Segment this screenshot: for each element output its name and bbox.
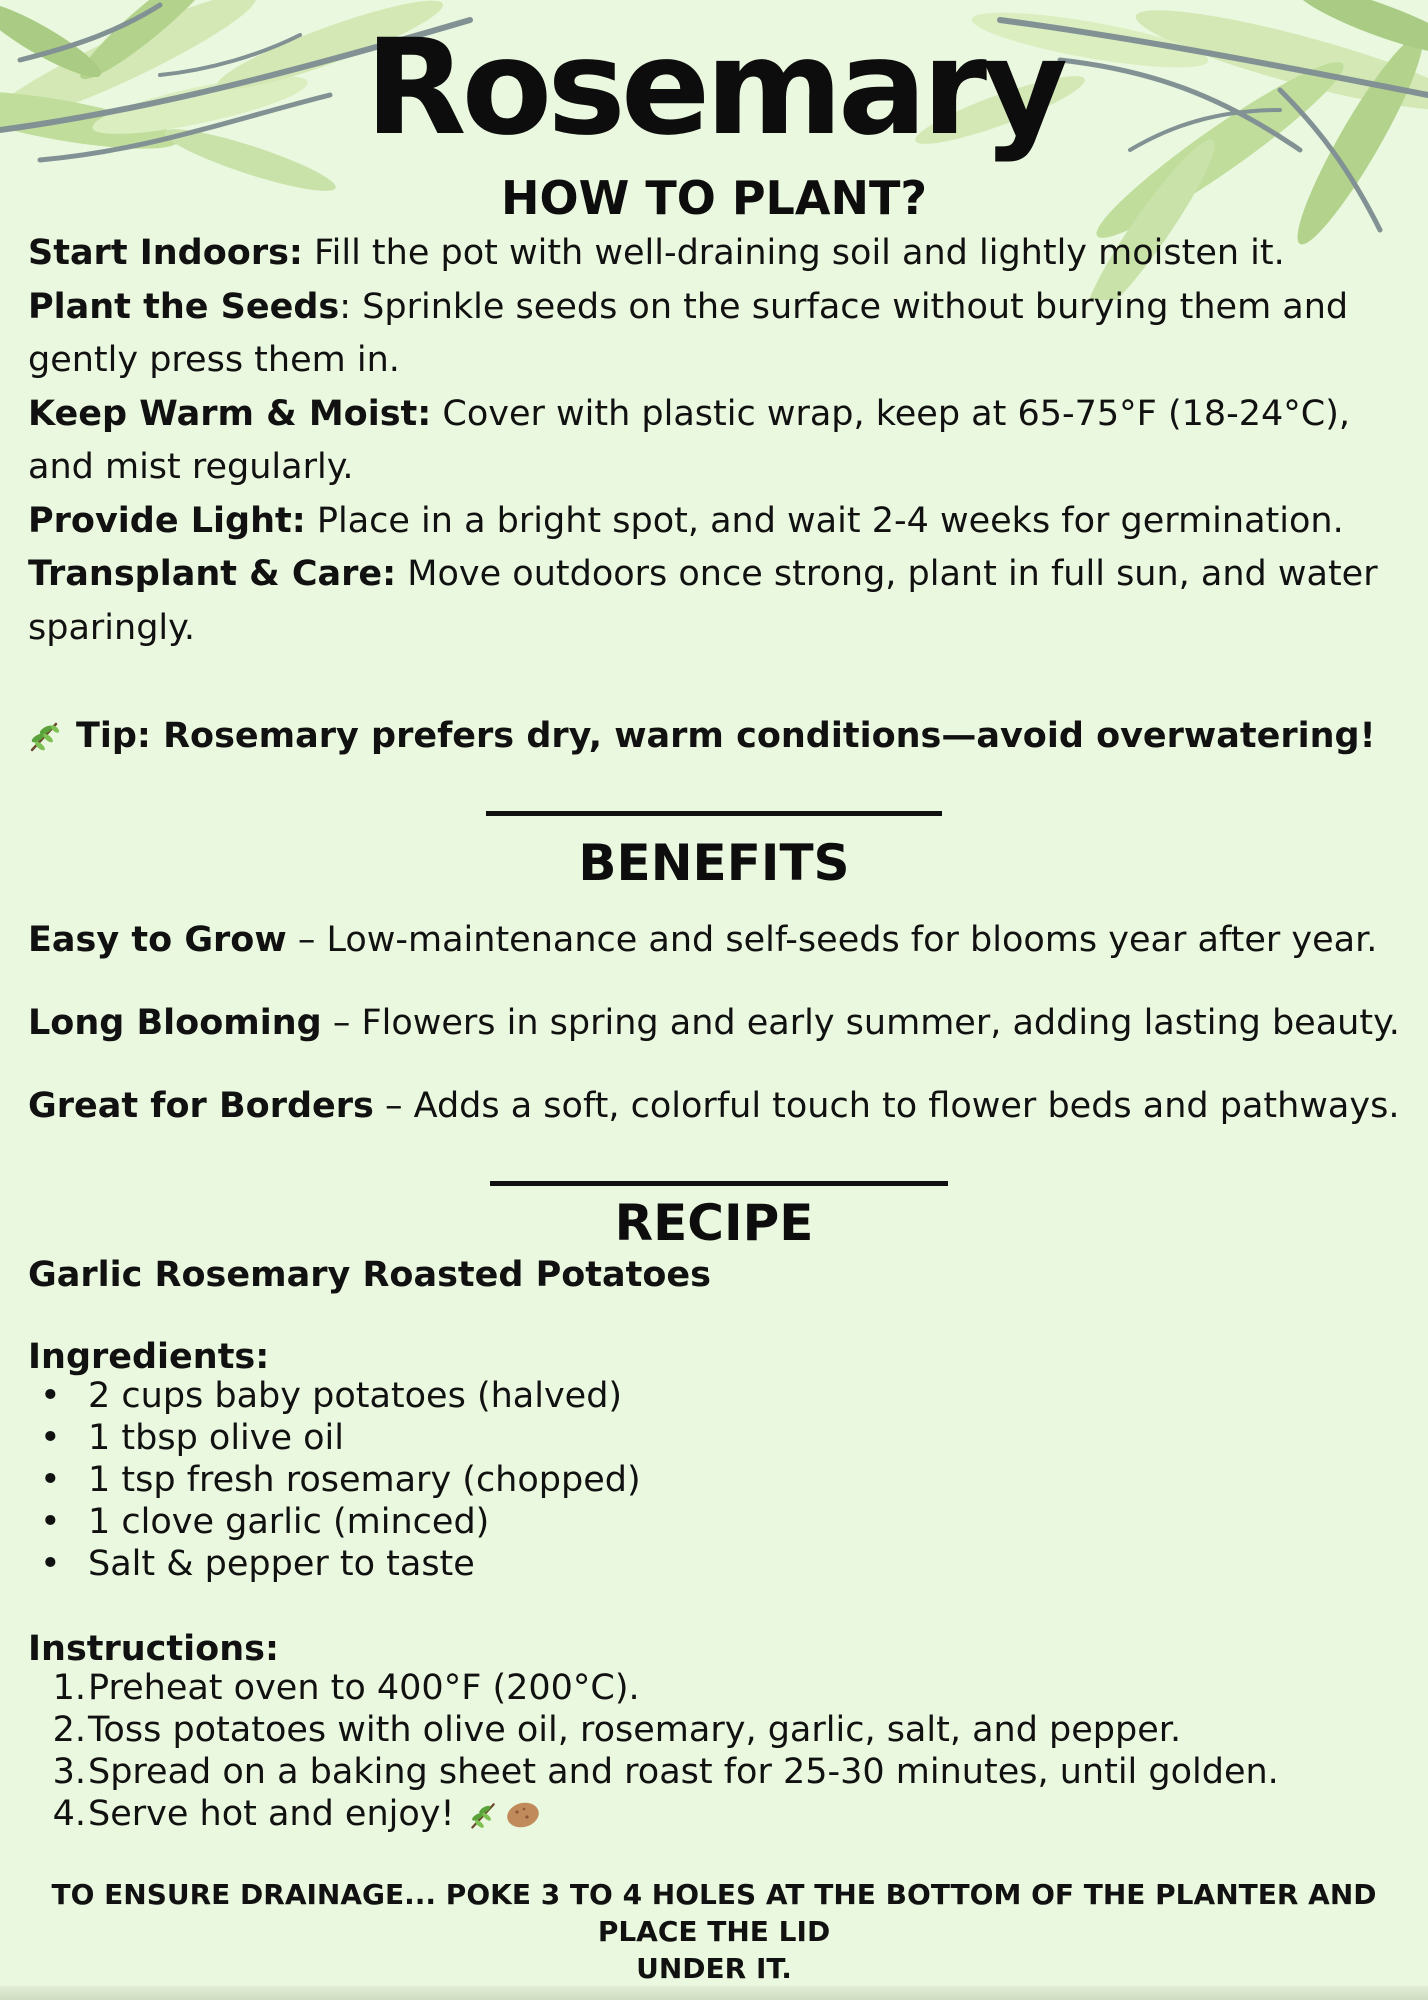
instruction-number: 1. xyxy=(52,1668,86,1708)
instruction-item xyxy=(28,1751,1279,1793)
section-divider xyxy=(490,1181,948,1186)
step-keep-warm xyxy=(28,388,1408,495)
step-label: Transplant & Care: xyxy=(28,554,397,594)
drainage-note xyxy=(0,1876,1428,1987)
step-label: Plant the Seeds xyxy=(28,286,340,327)
benefit-item xyxy=(28,995,1408,1051)
planting-steps xyxy=(28,227,1408,655)
instruction-number: 4. xyxy=(52,1794,86,1834)
ingredient-item: • 1 tbsp olive oil xyxy=(28,1417,641,1459)
section-divider xyxy=(486,811,942,816)
instructions-list xyxy=(28,1667,1279,1835)
step-transplant xyxy=(28,548,1408,655)
benefit-item xyxy=(28,912,1408,968)
end-emojis xyxy=(467,1799,541,1831)
benefit-text: – Flowers in spring and early summer, adding lasting beauty. xyxy=(321,1003,1400,1043)
ingredient-item: • 1 tsp fresh rosemary (chopped) xyxy=(28,1459,641,1501)
benefits-heading: BENEFITS xyxy=(578,834,850,892)
step-text: Move outdoors once strong, plant in full sun, and water sparingly. xyxy=(28,554,1378,648)
step-provide-light xyxy=(28,495,1408,549)
benefit-text: – Adds a soft, colorful touch to flower beds and pathways. xyxy=(373,1086,1400,1126)
benefit-label: Easy to Grow xyxy=(28,920,287,960)
benefit-text: – Low-maintenance and self-seeds for blooms year after year. xyxy=(286,920,1378,960)
potato-icon xyxy=(505,1799,541,1831)
drainage-note-line: TO ENSURE DRAINAGE... POKE 3 TO 4 HOLES AT THE BOTTOM OF THE PLANTER AND PLACE THE LID xyxy=(51,1878,1377,1948)
step-start-indoors xyxy=(28,227,1408,281)
benefit-label: Great for Borders xyxy=(28,1086,374,1126)
instruction-text: Toss potatoes with olive oil, rosemary, garlic, salt, and pepper. xyxy=(88,1710,1182,1750)
ingredients-label: Ingredients: xyxy=(28,1337,270,1377)
herb-icon xyxy=(26,718,62,754)
instructions-label: Instructions: xyxy=(28,1629,279,1669)
instruction-number: 3. xyxy=(52,1752,86,1792)
tip-text: Tip: Rosemary prefers dry, warm conditions—avoid overwatering! xyxy=(76,716,1376,756)
ingredients-list xyxy=(28,1375,641,1585)
instruction-item xyxy=(28,1793,1279,1835)
bottom-border xyxy=(0,1986,1428,2000)
step-text: Place in a bright spot, and wait 2-4 weeks for germination. xyxy=(305,500,1344,541)
benefit-label: Long Blooming xyxy=(28,1003,322,1043)
step-text: Fill the pot with well-draining soil and lightly moisten it. xyxy=(302,233,1285,273)
step-label: Keep Warm & Moist: xyxy=(28,393,432,434)
recipe-title: Garlic Rosemary Roasted Potatoes xyxy=(28,1255,711,1295)
step-text: Cover with plastic wrap, keep at 65-75°F (18-24°C), and mist regularly. xyxy=(28,393,1351,487)
benefits-list xyxy=(28,912,1408,1161)
herb-icon xyxy=(467,1799,499,1831)
tip-callout xyxy=(26,711,1376,761)
instruction-number: 2. xyxy=(52,1710,86,1750)
instruction-item xyxy=(28,1709,1279,1751)
instruction-text: Serve hot and enjoy! xyxy=(88,1794,455,1834)
ingredient-item: • Salt & pepper to taste xyxy=(28,1543,641,1585)
drainage-note-line: UNDER IT. xyxy=(636,1952,792,1985)
instruction-item xyxy=(28,1667,1279,1709)
step-text: : Sprinkle seeds on the surface without burying them and gently press them in. xyxy=(28,286,1349,380)
ingredient-item: • 2 cups baby potatoes (halved) xyxy=(28,1375,641,1417)
instruction-text: Spread on a baking sheet and roast for 25-30 minutes, until golden. xyxy=(88,1752,1279,1792)
page-title: Rosemary xyxy=(364,11,1064,165)
instruction-text: Preheat oven to 400°F (200°C). xyxy=(88,1668,640,1708)
recipe-heading: RECIPE xyxy=(614,1194,814,1252)
how-to-plant-heading: HOW TO PLANT? xyxy=(500,171,928,225)
step-label: Provide Light: xyxy=(28,500,306,541)
benefit-item xyxy=(28,1078,1408,1134)
step-plant-seeds xyxy=(28,281,1408,388)
ingredient-item: • 1 clove garlic (minced) xyxy=(28,1501,641,1543)
step-label: Start Indoors: xyxy=(28,233,303,273)
